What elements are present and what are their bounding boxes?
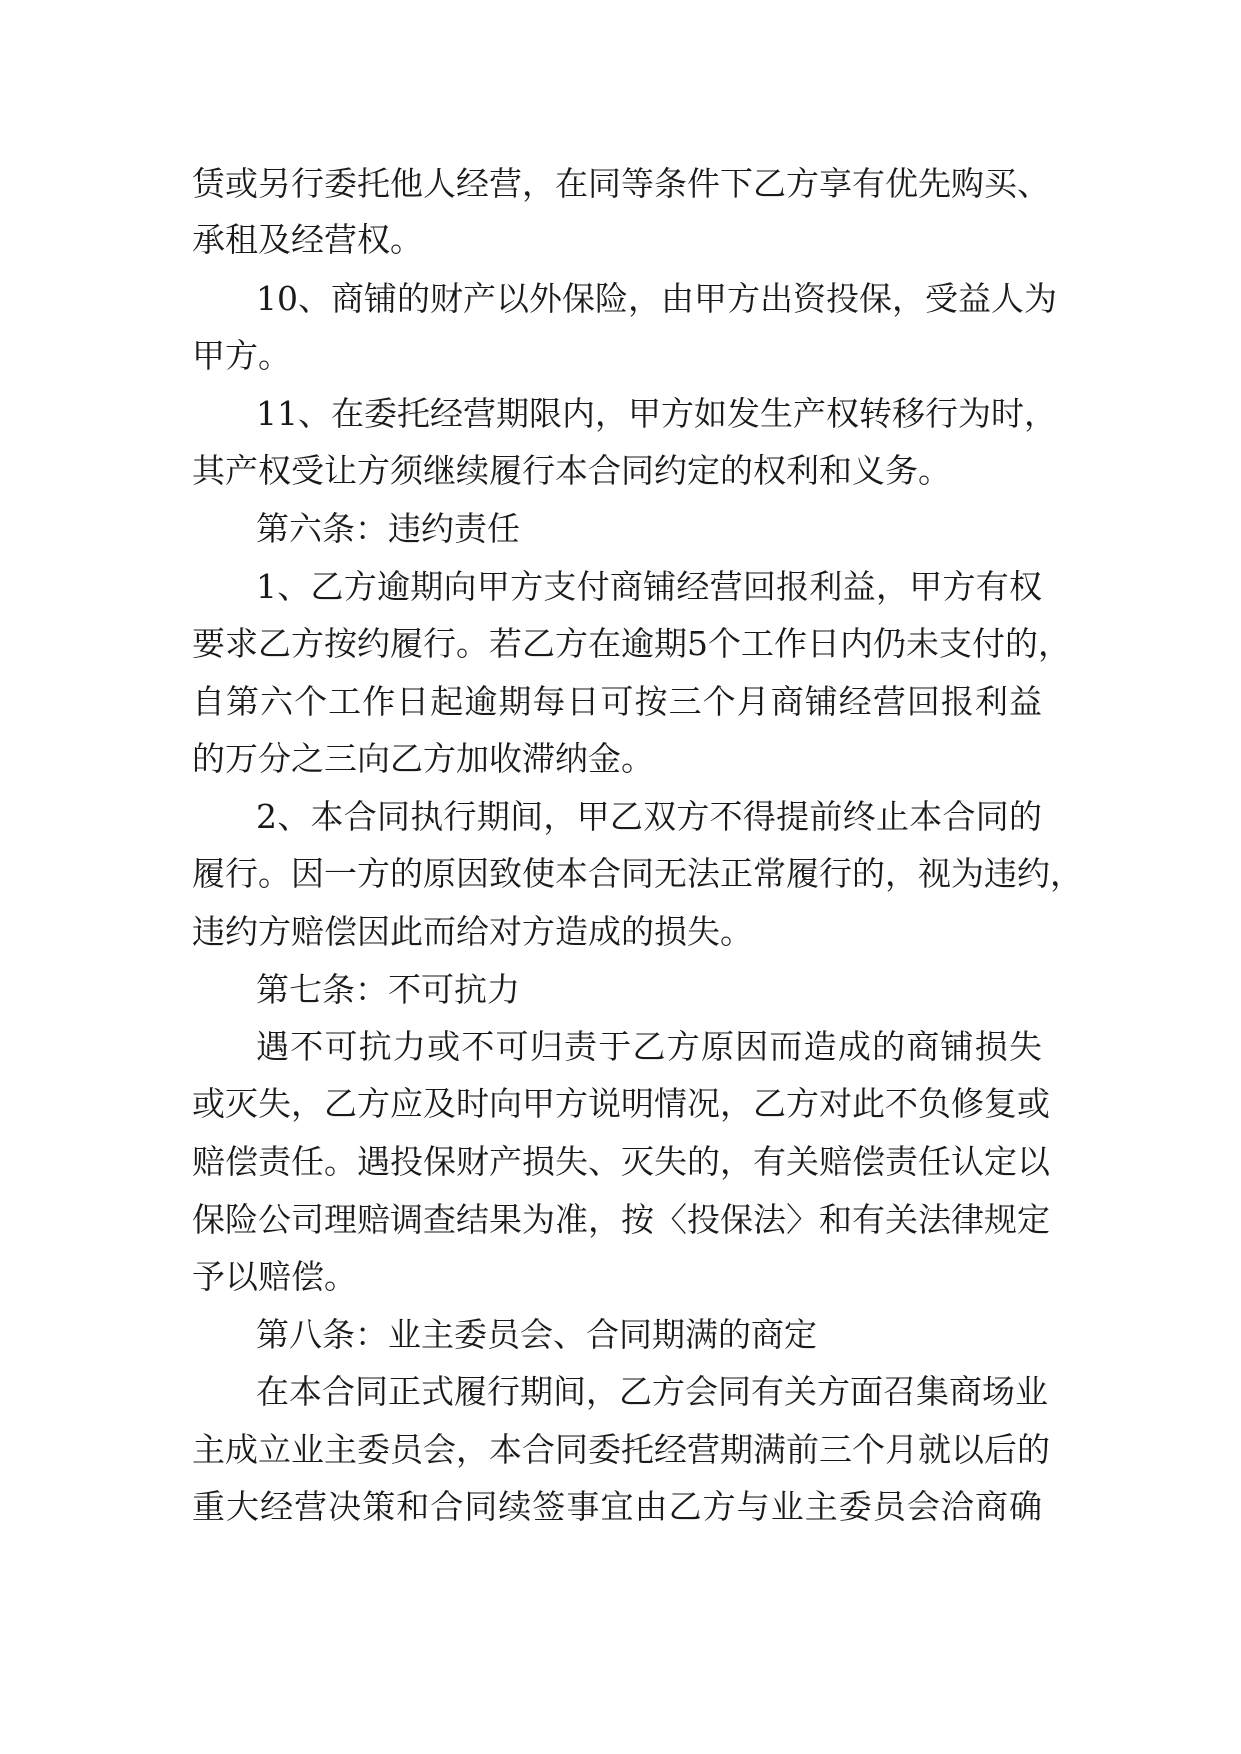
text-line: 承租及经营权。 [192, 220, 423, 259]
text-line: 予以赔偿。 [192, 1257, 357, 1296]
text-line: 保险公司理赔调查结果为准，按〈投保法〉和有关法律规定 [192, 1200, 1050, 1239]
section-heading: 第八条：业主委员会、合同期满的商定 [256, 1315, 817, 1354]
text-line: 或灭失，乙方应及时向甲方说明情况，乙方对此不负修复或 [192, 1084, 1050, 1123]
text-line: 违约方赔偿因此而给对方造成的损失。 [192, 912, 753, 951]
text-line: 在本合同正式履行期间，乙方会同有关方面召集商场业 [256, 1372, 1048, 1411]
text-line: 自第六个工作日起逾期每日可按三个月商铺经营回报利益 [192, 682, 1042, 721]
text-line: 赔偿责任。遇投保财产损失、灭失的，有关赔偿责任认定以 [192, 1142, 1050, 1181]
text-line: 11、在委托经营期限内，甲方如发生产权转移行为时， [256, 394, 1057, 433]
text-line: 1、乙方逾期向甲方支付商铺经营回报利益，甲方有权 [256, 567, 1042, 606]
text-line: 10、商铺的财产以外保险，由甲方出资投保，受益人为 [256, 279, 1057, 318]
text-line: 2、本合同执行期间，甲乙双方不得提前终止本合同的 [256, 797, 1042, 836]
text-line: 甲方。 [192, 336, 291, 375]
text-line: 主成立业主委员会，本合同委托经营期满前三个月就以后的 [192, 1430, 1050, 1469]
text-line: 重大经营决策和合同续签事宜由乙方与业主委员会洽商确 [192, 1487, 1042, 1526]
text-line: 要求乙方按约履行。若乙方在逾期5个工作日内仍未支付的， [192, 624, 1071, 663]
text-line: 赁或另行委托他人经营，在同等条件下乙方享有优先购买、 [192, 164, 1050, 203]
section-heading: 第七条：不可抗力 [256, 970, 520, 1009]
text-line: 其产权受让方须继续履行本合同约定的权利和义务。 [192, 451, 951, 490]
section-heading: 第六条：违约责任 [256, 509, 520, 548]
text-line: 遇不可抗力或不可归责于乙方原因而造成的商铺损失 [256, 1027, 1042, 1066]
text-line: 的万分之三向乙方加收滞纳金。 [192, 739, 654, 778]
text-line: 履行。因一方的原因致使本合同无法正常履行的，视为违约， [192, 854, 1083, 893]
